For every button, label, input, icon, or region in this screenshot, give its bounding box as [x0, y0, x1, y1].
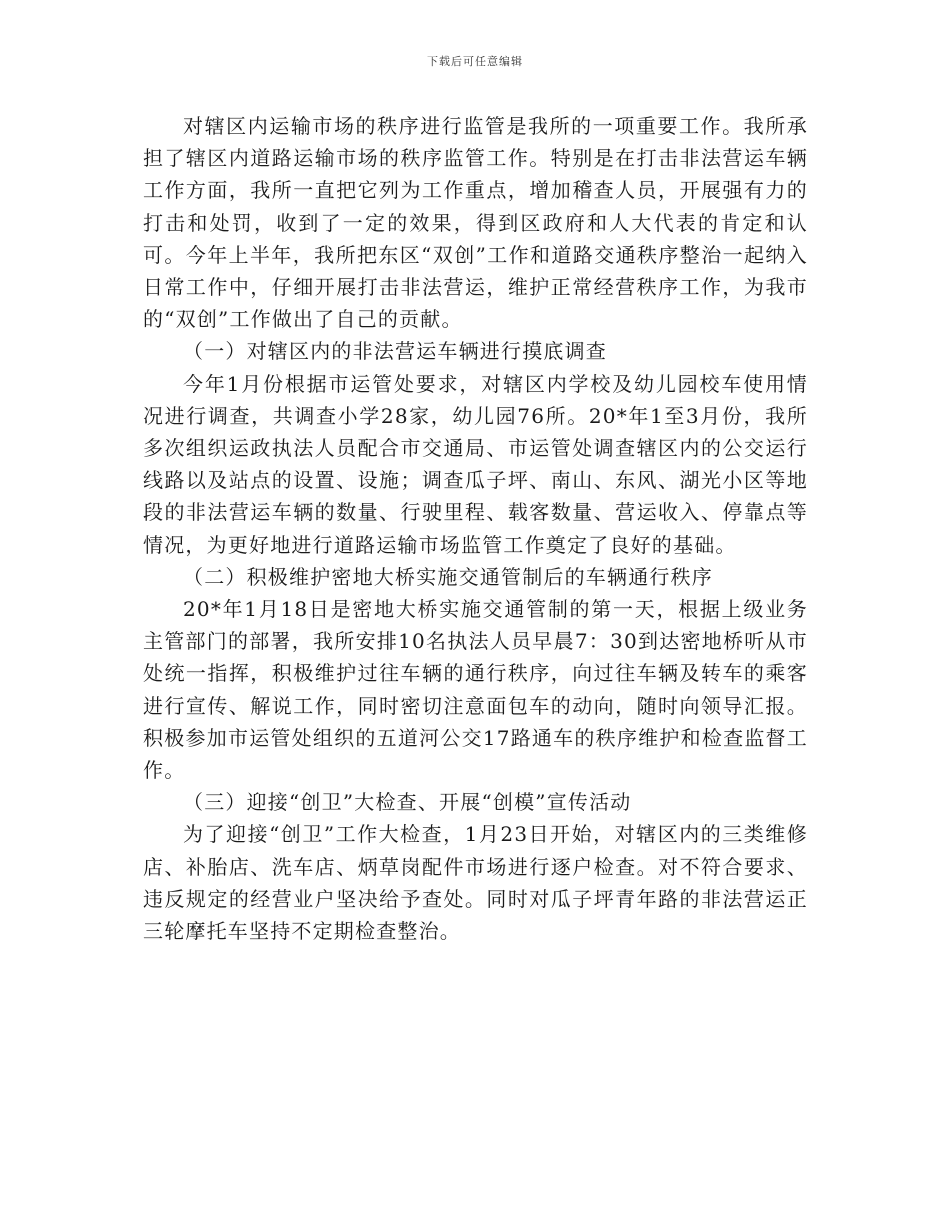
section-heading-1: （一）对辖区内的非法营运车辆进行摸底调查 [183, 339, 607, 364]
document-body [143, 110, 808, 947]
section-heading-2: （二）积极维护密地大桥实施交通管制后的车辆通行秩序 [183, 564, 713, 589]
section-heading-3: （三）迎接“创卫”大检查、开展“创模”宣传活动 [183, 790, 632, 815]
section-body-3: 为了迎接“创卫”工作大检查，1月23日开始，对辖区内的三类维修店、补胎店、洗车店、炳草岗配件市场进行逐户检查。对不符合要求、违反规定的经营业户坚决给予查处。同时对瓜子坪青年路的非法营运正三轮摩托车坚持不定期检查整治。 [143, 822, 808, 944]
page-header-note: 下载后可任意编辑 [427, 55, 523, 68]
section-body-2: 20*年1月18日是密地大桥实施交通管制的第一天，根据上级业务主管部门的部署，我所安排10名执法人员早晨7：30到达密地桥听从市处统一指挥，积极维护过往车辆的通行秩序，向过往车辆及转车的乘客进行宣传、解说工作，同时密切注意面包车的动向，随时向领导汇报。积极参加市运管处组织的五道河公交17路通车的秩序维护和检查监督工作。 [143, 597, 808, 783]
intro-paragraph: 对辖区内运输市场的秩序进行监管是我所的一项重要工作。我所承担了辖区内道路运输市场的秩序监管工作。特别是在打击非法营运车辆工作方面，我所一直把它列为工作重点，增加稽查人员，开展强有力的打击和处罚，收到了一定的效果，得到区政府和人大代表的肯定和认可。今年上半年，我所把东区“双创”工作和道路交通秩序整治一起纳入日常工作中，仔细开展打击非法营运，维护正常经营秩序工作，为我市的“双创”工作做出了自己的贡献。 [143, 114, 808, 332]
section-body-1: 今年1月份根据市运管处要求，对辖区内学校及幼儿园校车使用情况进行调查，共调查小学28家，幼儿园76所。20*年1至3月份，我所多次组织运政执法人员配合市交通局、市运管处调查辖区内的公交运行线路以及站点的设置、设施；调查瓜子坪、南山、东风、湖光小区等地段的非法营运车辆的数量、行驶里程、载客数量、营运收入、停靠点等情况，为更好地进行道路运输市场监管工作奠定了良好的基础。 [143, 371, 808, 557]
